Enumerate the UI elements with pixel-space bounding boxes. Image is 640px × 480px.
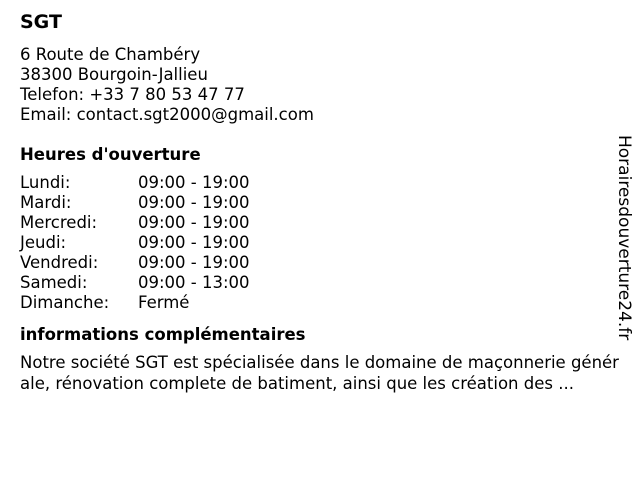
email-address[interactable]: Email: contact.sgt2000@gmail.com (20, 105, 314, 124)
additional-info-text: Notre société SGT est spécialisée dans le domaine de maçonnerie générale, rénovation complete de batiment, ainsi que les création des ... (20, 353, 619, 393)
business-name: SGT (20, 11, 62, 33)
day-label: Samedi: (20, 273, 88, 292)
hours-row-thursday (20, 233, 250, 253)
business-card (20, 8, 625, 394)
hours-row-friday (20, 253, 250, 273)
hours-row-sunday (20, 293, 250, 313)
address-block (20, 45, 625, 125)
hours-row-wednesday (20, 213, 250, 233)
day-hours: 09:00 - 19:00 (138, 213, 250, 232)
hours-row-saturday (20, 273, 250, 293)
day-label: Jeudi: (20, 233, 67, 252)
opening-hours-table (20, 173, 250, 313)
site-watermark: Horairesdouverture24.fr (614, 135, 634, 341)
day-label: Mercredi: (20, 213, 98, 232)
day-label: Dimanche: (20, 293, 110, 312)
phone-number[interactable]: Telefon: +33 7 80 53 47 77 (20, 85, 245, 104)
day-label: Mardi: (20, 193, 72, 212)
day-hours: 09:00 - 19:00 (138, 233, 250, 252)
day-hours: Fermé (138, 293, 190, 312)
additional-info-heading: informations complémentaires (20, 325, 306, 344)
day-hours: 09:00 - 19:00 (138, 253, 250, 272)
hours-row-monday (20, 173, 250, 193)
day-hours: 09:00 - 19:00 (138, 173, 250, 192)
hours-row-tuesday (20, 193, 250, 213)
opening-hours-heading: Heures d'ouverture (20, 145, 201, 164)
day-hours: 09:00 - 19:00 (138, 193, 250, 212)
street-address: 6 Route de Chambéry (20, 45, 201, 64)
day-hours: 09:00 - 13:00 (138, 273, 250, 292)
day-label: Lundi: (20, 173, 71, 192)
day-label: Vendredi: (20, 253, 99, 272)
postal-city: 38300 Bourgoin-Jallieu (20, 65, 208, 84)
